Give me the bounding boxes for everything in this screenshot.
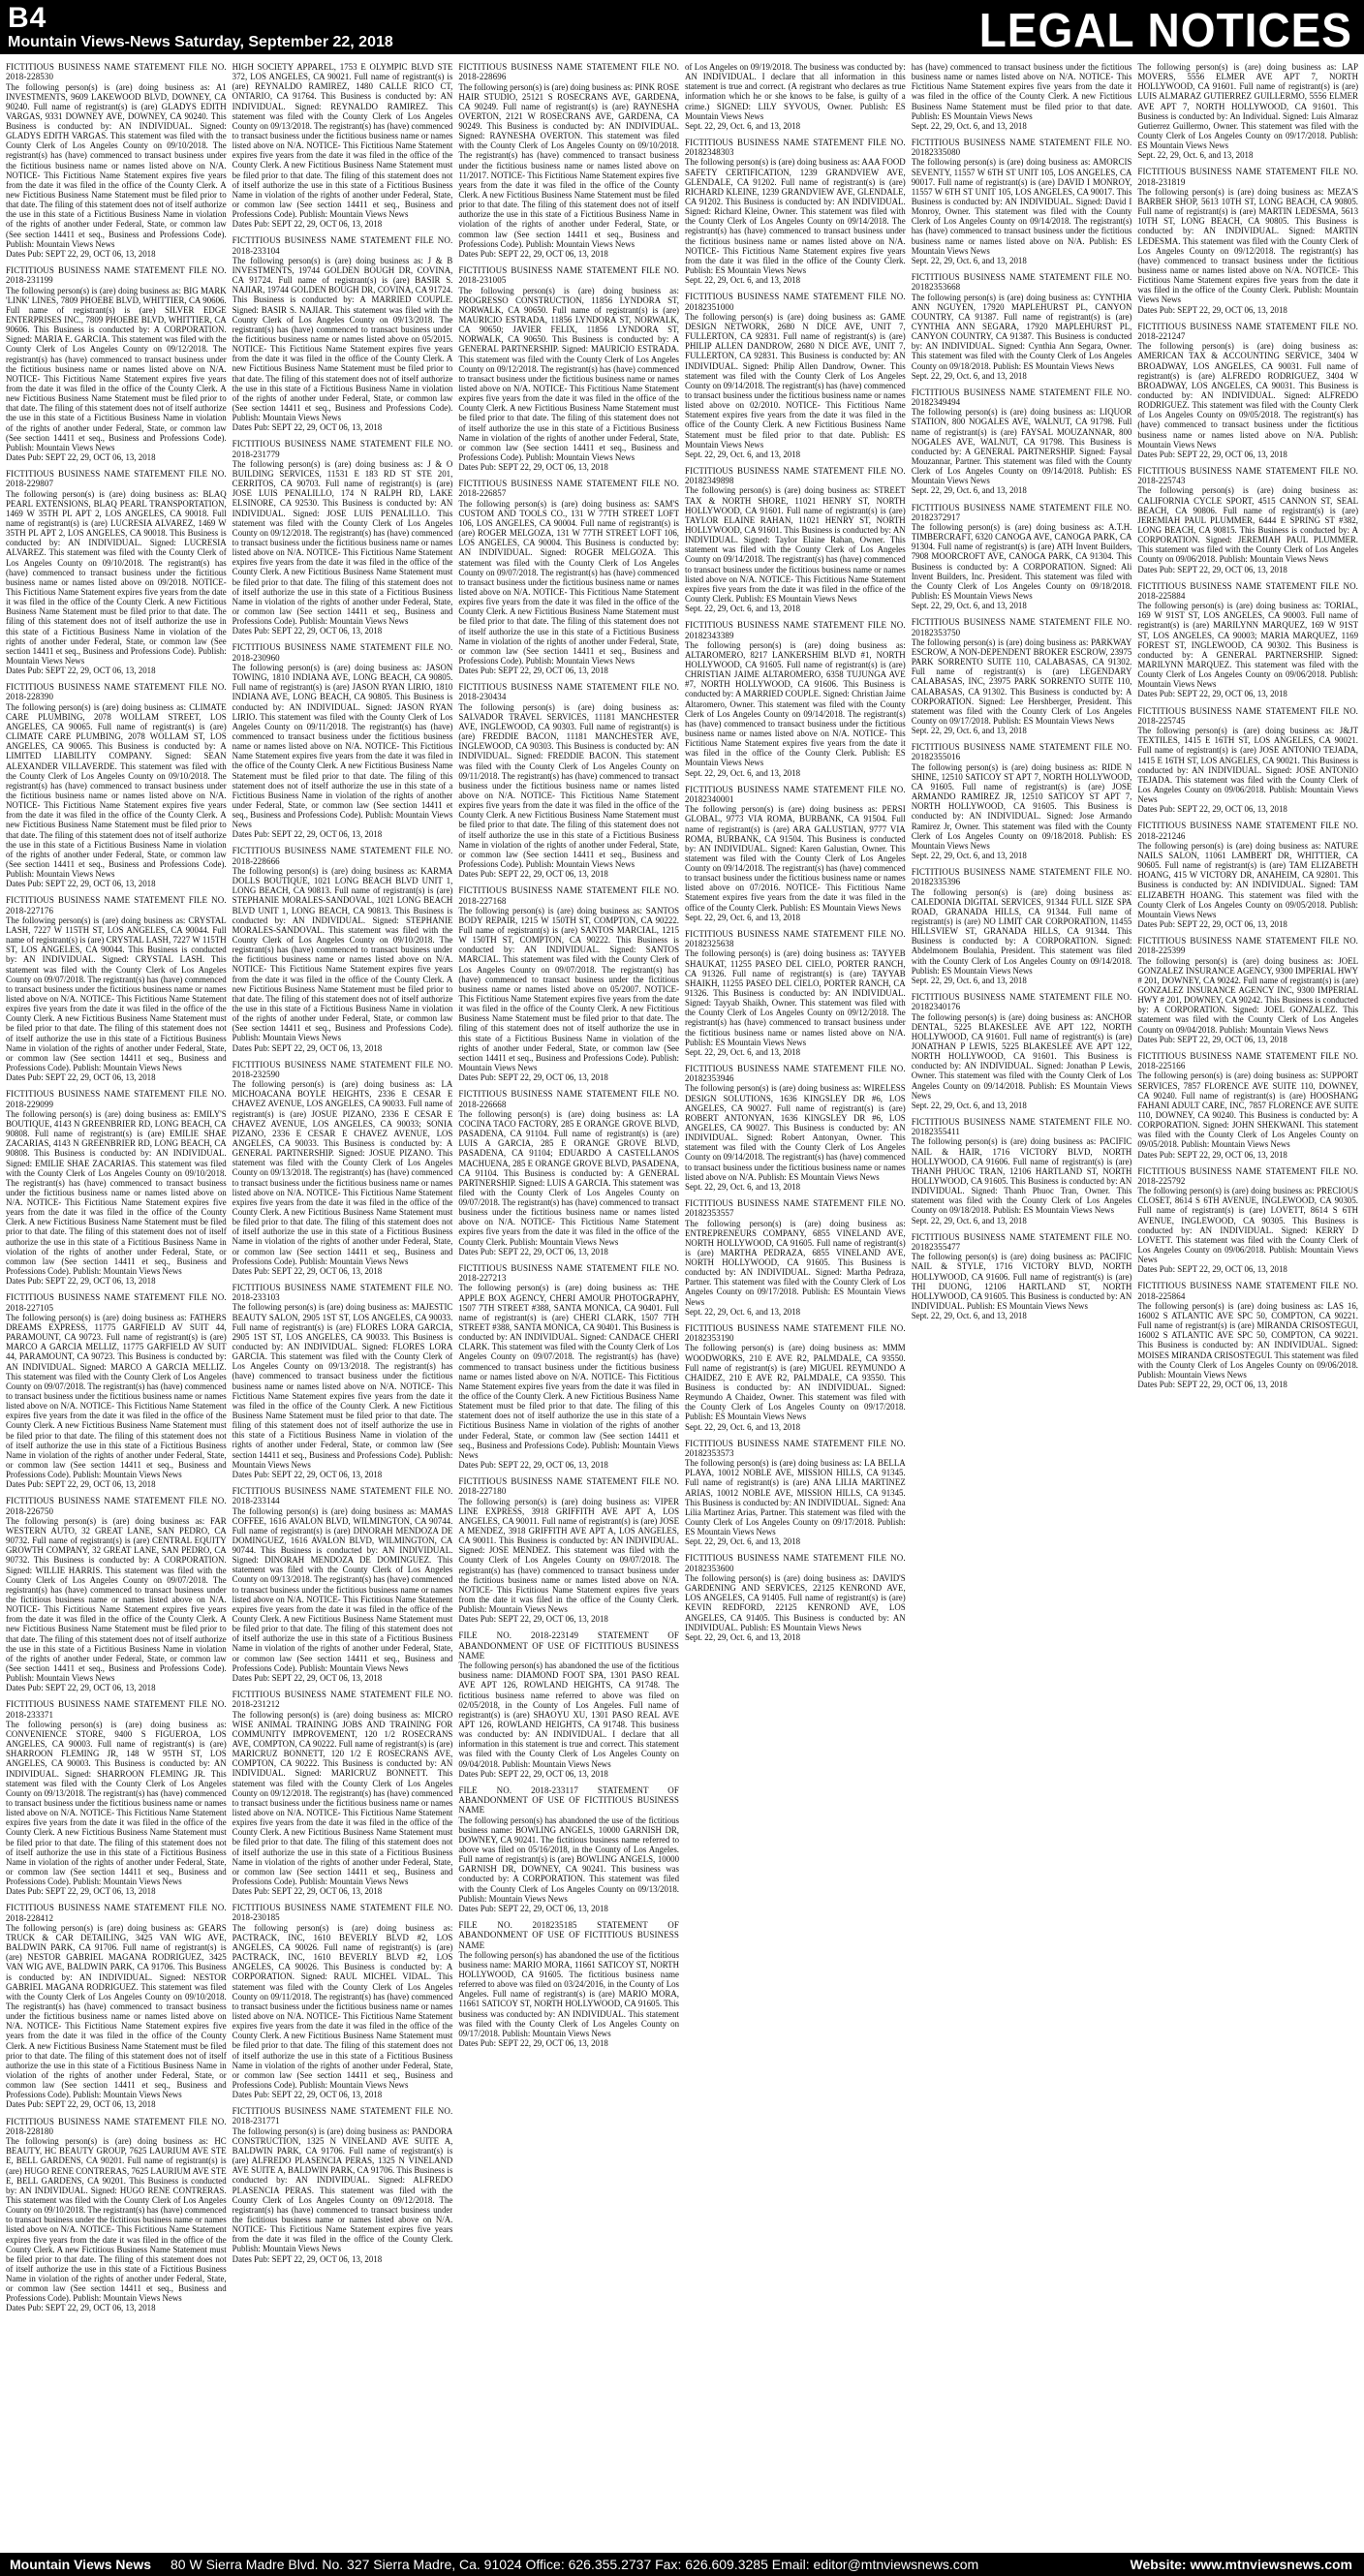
notice-body: The following person(s) has abandoned the use of the fictitious business name: DIAMOND FOOT SPA, 1301 PASO REAL AVE APT 126, ROWLAND HEIGHTS, CA 91748. The fictitious business name referred to above was filed on 02/05/2018, in the County of Los Angeles. Full name of registrant(s) is (are) SHAOYU XU, 1301 PASO REAL AVE APT 126, ROWLAND HEIGHTS, CA 91748. This business was conducted by: AN INDIVIDUAL. I declare that all information in this statement is true and correct. This statement was filed with the County Clerk of Los Angeles County on 09/04/2018. Publish: Mountain Views News	[458, 1660, 680, 1769]
notice-publication-dates: Dates Pub: SEPT 22, 29, OCT 06, 13, 2018	[458, 462, 608, 473]
notice-body: The following person(s) is (are) doing business as: PANDORA CONSTRUCTION, 1325 N VINELAND AVE SUITE A, BALDWIN PARK, CA 91706. Full name of registrant(s) is (are) ALFREDO PLASENCIA PERAS, 1325 N VINELAND AVE SUITE A, BALDWIN PARK, CA 91706. This Business is conducted by: AN INDIVIDUAL. Signed: ALFREDO PLASENCIA PERAS. This statement was filed with the County Clerk of Los Angeles County on 09/12/2018. The registrant(s) has (have) commenced to transact business under the fictitious business name or names listed above on N/A. NOTICE- This Fictitious Name Statement expires five years from the date it was filed in the office of the County Clerk. Publish: Mountain Views News	[232, 2126, 453, 2254]
notice-body: The following person(s) is (are) doing business as: PROGRESSO CONSTRUCTION, 11856 LYNDORA ST, NORWALK, CA 90650. Full name of registrant(s) is (are) MAURICIO ESTRADA, 11856 LYNDORA ST, NORWALK, CA 90650; JAVIER FELIX, 11856 LYNDORA ST, NORWALK, CA 90650. This Business is conducted by: A GENERAL PARTNERSHIP. Signed: MAURICIO ESTRADA. This statement was filed with the County Clerk of Los Angeles County on 09/12/2018. The registrant(s) has (have) commenced to transact business under the fictitious business name or names listed above on N/A. NOTICE- This Fictitious Name Statement expires five years from the date it was filed in the office of the County Clerk. A new Fictitious Business Name Statement must be filed prior to that date. The filing of this statement does not of itself authorize the use in this state of a Fictitious Business Name in violation of the rights of another under Federal, State, or common law (See section 14411 et seq., Business and Professions Code). Publish: Mountain Views News	[458, 285, 680, 462]
legal-notice	[458, 479, 679, 675]
notice-publication-dates: Dates Pub: SEPT 22, 29, OCT 06, 13, 2018	[6, 1683, 156, 1693]
notice-heading: FICTITIOUS BUSINESS NAME STATEMENT FILE NO. 2018-231779	[232, 439, 453, 459]
notice-heading: FICTITIOUS BUSINESS NAME STATEMENT FILE NO. 2018-227168	[458, 885, 680, 906]
notice-body: The following person(s) is (are) doing business as: LA BELLA PLAYA, 10012 NOBLE AVE, MISSION HILLS, CA 91345. Full name of registrant(s) is (are) ANA LILIA MARTINEZ ARIAS, 10012 NOBLE AVE, MISSION HILLS, CA 91345. This Business is conducted by: AN INDIVIDUAL. Signed: Ana Lilia Martinez Arias, Partner. This statement was filed with the County Clerk of Los Angeles County on 09/17/2018. Publish: ES Mountain Views News	[685, 1458, 906, 1537]
notice-heading: FICTITIOUS BUSINESS NAME STATEMENT FILE NO. 20182349494	[911, 387, 1132, 408]
notice-publication-dates: Sept. 22, 29, Oct. 6, and 13, 2018	[685, 1181, 801, 1192]
notice-body: The following person(s) is (are) doing business as: AMERICAN TAX & ACCOUNTING SERVICE, 3404 W BROADWAY, LOS ANGELES, CA 90031. Full name of registrant(s) is (are) ALFREDO RODRIGUEZ, 3404 W BROADWAY, LOS ANGELES, CA 90031. This Business is conducted by: AN INDIVIDUAL. Signed: ALFREDO RODRIGUEZ. This statement was filed with the County Clerk of Los Angeles County on 09/05/2018. The registrant(s) has (have) commenced to transact business under the fictitious business name or names listed above on N/A. Publish: Mountain Views News	[1137, 341, 1358, 450]
notice-heading: FICTITIOUS BUSINESS NAME STATEMENT FILE NO. 2018-230960	[232, 642, 453, 663]
legal-notice	[6, 1496, 227, 1692]
legal-notice	[6, 895, 227, 1082]
notice-body: The following person(s) is (are) doing business as: WIRELESS DESIGN SOLUTIONS, 1636 KINGSLEY DR #6, LOS ANGELES, CA 90027. Full name of registrant(s) is (are) ROBERT ANTONYAN, 1636 KINGSLEY DR #6, LOS ANGELES, CA 90027. This Business is conducted by: AN INDIVIDUAL. Signed: Robert Antonyan, Owner. This statement was filed with the County Clerk of Los Angeles County on 09/14/2018. The registrant(s) has (have) commenced to transact business under the fictitious business name or names listed above on N/A. Publish: ES Mountain Views News	[685, 1083, 906, 1182]
legal-notice	[1137, 936, 1358, 1044]
notice-publication-dates: Dates Pub: SEPT 22, 29, OCT 06, 13, 2018	[458, 2038, 608, 2049]
notice-publication-dates: Dates Pub: SEPT 22, 29, OCT 06, 13, 2018	[458, 1072, 608, 1083]
notice-heading: FILE NO. 2018-223149 STATEMENT OF ABANDONMENT OF USE OF FICTITIOUS BUSINESS NAME	[458, 1630, 680, 1660]
notice-heading: FICTITIOUS BUSINESS NAME STATEMENT FILE NO. 2018-229099	[6, 1089, 227, 1109]
notice-body: The following person(s) is (are) doing business as: PACIFIC NAIL & STYLE, 1716 VICTORY BLVD, NORTH HOLLYWOOD, CA 91606. Full name of registrant(s) is (are) THI DUONG, 12106 HARTLAND ST, NORTH HOLLYWOOD, CA 91605. This Business is conducted by: AN INDIVIDUAL. Publish: ES Mountain Views News	[911, 1252, 1132, 1311]
notice-publication-dates: Sept. 22, 29, Oct. 6, and 13, 2018	[685, 1536, 801, 1547]
notice-publication-dates: Sept. 22, 29, Oct. 6, and 13, 2018	[685, 767, 801, 778]
notice-column	[6, 62, 227, 2547]
legal-notice	[458, 1089, 679, 1257]
notice-heading: FICTITIOUS BUSINESS NAME STATEMENT FILE NO. 2018-221247	[1137, 321, 1358, 341]
notice-body: The following person(s) is (are) doing business as: MICRO WISE ANIMAL TRAINING JOBS AND TRAINING FOR COMMUNITY IMPROVEMENT, 120 1/2 ROSECRANS AVE, COMPTON, CA 90222. Full name of registrant(s) is (are) MARICRUZ BONNETT, 120 1/2 E ROSECRANS AVE, COMPTON, CA 90222. This Business is conducted by: AN INDIVIDUAL. Signed: MARICRUZ BONNETT. This statement was filed with the County Clerk of Los Angeles County on 09/12/2018. The registrant(s) has (have) commenced to transact business under the fictitious business name or names listed above on N/A. NOTICE- This Fictitious Name Statement expires five years from the date it was filed in the office of the County Clerk. A new Fictitious Business Name Statement must be filed prior to that date. The filing of this statement does not of itself authorize the use in this state of a Fictitious Business Name in violation of the rights of another under Federal, State, or common law (See section 14411 et seq., Business and Professions Code). Publish: Mountain Views News	[232, 1709, 453, 1886]
notice-publication-dates: Dates Pub: SEPT 22, 29, OCT 06, 13, 2018	[232, 219, 383, 230]
notice-body: The following person(s) is (are) doing business as: LA COCINA TACO FACTORY, 285 E ORANGE GROVE BLVD, PASADENA, CA 91104. Full name of registrant(s) is (are) LUIS A GARCIA, 285 E ORANGE GROVE BLVD, PASADENA, CA 91104; EDUARDO A CASTELLANOS MACHUENA, 285 E ORANGE GROVE BLVD, PASADENA, CA 91104. This Business is conducted by: A GENERAL PARTNERSHIP. Signed: LUIS A GARCIA. This statement was filed with the County Clerk of Los Angeles County on 09/07/2018. The registrant(s) has (have) commenced to transact business under the fictitious business name or names listed above on N/A. NOTICE- This Fictitious Name Statement expires five years from the date it was filed in the office of the County Clerk. Publish: Mountain Views News	[458, 1108, 680, 1247]
notice-publication-dates: Dates Pub: SEPT 22, 29, OCT 06, 13, 2018	[1137, 1380, 1287, 1390]
notice-heading: FICTITIOUS BUSINESS NAME STATEMENT FILE NO. 20182335080	[911, 137, 1132, 158]
notice-body: The following person(s) is (are) doing business as: PINK ROSE HAIR STUDIO, 25121 S ROSECRANS AVE, GARDENA, CA 90249. Full name of registrant(s) is (are) RAYNESHA OVERTON, 2121 W ROSECRANS AVE, GARDENA, CA 90249. This Business is conducted by: AN INDIVIDUAL. Signed: RAYNESHA OVERTON. This statement was filed with the County Clerk of Los Angeles County on 09/10/2018. The registrant(s) has (have) commenced to transact business under the fictitious business name or names listed above on 11/2017. NOTICE- This Fictitious Name Statement expires five years from the date it was filed in the office of the County Clerk. A new Fictitious Business Name Statement must be filed prior to that date. The filing of this statement does not of itself authorize the use in this state of a Fictitious Business Name in violation of the rights of another under Federal, State, or common law (See section 14411 et seq., Business and Professions Code). Publish: Mountain Views News	[458, 81, 680, 249]
notice-body: The following person(s) is (are) doing business as: LIQUOR STATION, 800 NOGALES AVE, WALNUT, CA 91798. Full name of registrant(s) is (are) FAYSAL MOUZANNAR, 800 NOGALES AVE, WALNUT, CA 91798. This Business is conducted by: A GENERAL PARTNERSHIP. Signed: Faysal Mouzannar, Partner. This statement was filed with the County Clerk of Los Angeles County on 09/14/2018. Publish: ES Mountain Views News	[911, 407, 1132, 486]
notice-publication-dates: Sept. 22, 29, Oct. 6, and 13, 2018	[685, 912, 801, 922]
notice-body: The following person(s) has abandoned the use of the fictitious business name: MARIO MORA, 11661 SATICOY ST, NORTH HOLLYWOOD, CA 91605. The fictitious business name referred to above was filed on 03/24/2016, in the County of Los Angeles. Full name of registrant(s) is (are) MARIO MORA, 11661 SATICOY ST, NORTH HOLLYWOOD, CA 91605. This business was conducted by: AN INDIVIDUAL. This statement was filed with the County Clerk of Los Angeles County on 09/17/2018. Publish: Mountain Views News	[458, 1949, 680, 2038]
legal-notice	[6, 265, 227, 462]
notice-body: The following person(s) is (are) doing business as: KARMA DOLLS BOUTIQUE, 1021 LONG BEACH BLVD UNIT 1, LONG BEACH, CA 90813. Full name of registrant(s) is (are) STEPHANIE MORALES-SANDOVAL, 1021 LONG BEACH BLVD UNIT 1, LONG BEACH, CA 90813. This Business is conducted by: AN INDIVIDUAL. Signed: STEPHANIE MORALES-SANDOVAL. This statement was filed with the County Clerk of Los Angeles County on 09/10/2018. The registrant(s) has (have) commenced to transact business under the fictitious business name or names listed above on N/A. NOTICE- This Fictitious Name Statement expires five years from the date it was filed in the office of the County Clerk. A new Fictitious Business Name Statement must be filed prior to that date. The filing of this statement does not of itself authorize the use in this state of a Fictitious Business Name in violation of the rights of another under Federal, State, or common law (See section 14411 et seq., Business and Professions Code). Publish: Mountain Views News	[232, 865, 453, 1043]
notice-heading: FICTITIOUS BUSINESS NAME STATEMENT FILE NO. 2018-233144	[232, 1486, 453, 1506]
notice-publication-dates: Dates Pub: SEPT 22, 29, OCT 06, 13, 2018	[232, 1469, 383, 1479]
notice-publication-dates: Dates Pub: SEPT 22, 29, OCT 06, 13, 2018	[1137, 449, 1287, 459]
notice-heading: FICTITIOUS BUSINESS NAME STATEMENT FILE NO. 2018-228666	[232, 846, 453, 866]
notice-publication-dates: Sept. 22, 29, Oct. 6, and 13, 2018	[911, 1215, 1027, 1226]
page-footer	[0, 2553, 1364, 2576]
legal-notice	[685, 292, 906, 459]
page-number: B4	[8, 2, 47, 34]
notice-body: The following person(s) is (are) doing business as: PACIFIC NAIL & HAIR, 1716 VICTORY BLVD, NORTH HOLLYWOOD, CA 91606. Full name of registrant(s) is (are) THANH PHUOC TRAN, 12106 HARTLAND ST, NORTH HOLLYWOOD, CA 91605. This Business is conducted by: AN INDIVIDUAL. Signed: Thanh Phuoc Tran, Owner. This statement was filed with the County Clerk of Los Angeles County on 09/18/2018. Publish: ES Mountain Views News	[911, 1136, 1132, 1216]
legal-notice	[232, 1060, 453, 1276]
notice-publication-dates: Dates Pub: SEPT 22, 29, OCT 06, 13, 2018	[1137, 1034, 1287, 1044]
notice-heading: FICTITIOUS BUSINESS NAME STATEMENT FILE NO. 2018-228412	[6, 1903, 227, 1923]
legal-notice	[685, 929, 906, 1057]
legal-notice	[1137, 821, 1358, 929]
legal-notice	[912, 617, 1132, 735]
notice-heading: FICTITIOUS BUSINESS NAME STATEMENT FILE NO. 20182343389	[685, 620, 906, 640]
notice-publication-dates: Dates Pub: SEPT 22, 29, OCT 06, 13, 2018	[1137, 1264, 1287, 1275]
legal-notice	[685, 1064, 906, 1192]
notice-heading: FICTITIOUS BUSINESS NAME STATEMENT FILE NO. 20182372917	[911, 502, 1132, 522]
notice-heading: FICTITIOUS BUSINESS NAME STATEMENT FILE NO. 20182355411	[911, 1116, 1132, 1137]
footer-website: Website: www.mtnviewsnews.com	[1130, 2557, 1352, 2572]
notice-body: The following person(s) is (are) doing business as: HC BEAUTY, HC BEAUTY GROUP, 7625 LAURIUM AVE STE E, BELL GARDENS, CA 90201. Full name of registrant(s) is (are) HUGO RENE CONTRERAS, 7625 LAURIUM AVE STE E, BELL GARDENS, CA 90201. This Business is conducted by: AN INDIVIDUAL. Signed: HUGO RENE CONTRERAS. This statement was filed with the County Clerk of Los Angeles County on 09/10/2018. The registrant(s) has (have) commenced to transact business under the fictitious business name or names listed above on N/A. NOTICE- This Fictitious Name Statement expires five years from the date it was filed in the office of the County Clerk. A new Fictitious Business Name Statement must be filed prior to that date. The filing of this statement does not of itself authorize the use in this state of a Fictitious Business Name in violation of the rights of another under Federal, State, or common law (See section 14411 et seq., Business and Professions Code). Publish: Mountain Views News	[6, 2136, 227, 2304]
notice-body: The following person(s) is (are) doing business as: LAS 16, 16002 S ATLANTIC AVE SPC 50, COMPTON, CA 90221. Full name of registrant(s) is (are) MIRANDA CRISOSTEGUI, 16002 S ATLANTIC AVE SPC 50, COMPTON, CA 90221. This Business is conducted by: AN INDIVIDUAL. Signed: MOISES MIRANDA CRISOSTEGUI. This statement was filed with the County Clerk of Los Angeles County on 09/06/2018. Publish: Mountain Views News	[1137, 1300, 1358, 1380]
notice-body: The following person(s) is (are) doing business as: MMM WOODWORKS, 210 E AVE R2, PALMDALE, CA 93550. Full name of registrant(s) is (are) MIGUEL REYMUNDO A CHAIDEZ, 210 E AVE R2, PALMDALE, CA 93550. This Business is conducted by: AN INDIVIDUAL. Signed: Reymundo A Chaidez, Owner. This statement was filed with the County Clerk of Los Angeles County on 09/17/2018. Publish: ES Mountain Views News	[685, 1343, 906, 1422]
notice-heading: FICTITIOUS BUSINESS NAME STATEMENT FILE NO. 2018-226857	[458, 479, 680, 499]
notice-body: The following person(s) is (are) doing business as: FATHERS DREAMS EXPRESS, 11775 GARFIELD AV SUIT 44, PARAMOUNT, CA 90723. Full name of registrant(s) is (are) MARCO A GARCIA MELLIZ, 11775 GARFIELD AV SUIT 44, PARAMOUNT, CA 90723. This Business is conducted by: AN INDIVIDUAL. Signed: MARCO A GARCIA MELLIZ. This statement was filed with the County Clerk of Los Angeles County on 09/07/2018. The registrant(s) has (have) commenced to transact business under the fictitious business name or names listed above on N/A. NOTICE- This Fictitious Name Statement expires five years from the date it was filed in the office of the County Clerk. A new Fictitious Business Name Statement must be filed prior to that date. The filing of this statement does not of itself authorize the use in this state of a Fictitious Business Name in violation of the rights of another under Federal, State, or common law (See section 14411 et seq., Business and Professions Code). Publish: Mountain Views News	[6, 1312, 227, 1480]
notice-heading: FICTITIOUS BUSINESS NAME STATEMENT FILE NO. 2018-225745	[1137, 705, 1358, 726]
notice-body: The following person(s) is (are) doing business as: EMILY'S BOUTIQUE, 4143 N GREENBRIER RD, LONG BEACH, CA 90808. Full name of registrant(s) is (are) EMILIE SHAE ZACARIAS, 4143 N GREENBRIER RD, LONG BEACH, CA 90808. This Business is conducted by: AN INDIVIDUAL. Signed: EMILIE SHAE ZACARIAS. This statement was filed with the County Clerk of Los Angeles County on 09/10/2018. The registrant(s) has (have) commenced to transact business under the fictitious business name or names listed above on N/A. NOTICE- This Fictitious Name Statement expires five years from the date it was filed in the office of the County Clerk. A new Fictitious Business Name Statement must be filed prior to that date. The filing of this statement does not of itself authorize the use in this state of a Fictitious Business Name in violation of the rights of another under Federal, State, or common law (See section 14411 et seq., Business and Professions Code). Publish: Mountain Views News	[6, 1108, 227, 1277]
notice-publication-dates: Dates Pub: SEPT 22, 29, OCT 06, 13, 2018	[232, 1886, 383, 1897]
legal-notice	[232, 439, 453, 636]
legal-notice	[458, 62, 679, 259]
notice-body: The following person(s) is (are) doing business as: JASON TOWING, 1810 INDIANA AVE, LONG BEACH, CA 90805. Full name of registrant(s) is (are) JASON RYAN LIRIO, 1810 INDIANA AVE, LONG BEACH, CA 90805. This Business is conducted by: AN INDIVIDUAL. Signed: JASON RYAN LIRIO. This statement was filed with the County Clerk of Los Angeles County on 09/11/2018. The registrant(s) has (have) commenced to transact business under the fictitious business name or names listed above on N/A. NOTICE- This Fictitious Name Statement expires five years from the date it was filed in the office of the County Clerk. A new Fictitious Business Name Statement must be filed prior to that date. The filing of this statement does not of itself authorize the use in this state of a Fictitious Business Name in violation of the rights of another under Federal, State, or common law (See section 14411 et seq., Business and Professions Code). Publish: Mountain Views News	[232, 662, 453, 830]
notice-publication-dates: Sept. 22, 29, Oct. 6, and 13, 2018	[911, 1311, 1027, 1321]
notice-body: The following person(s) is (are) doing business as: LAP MOVERS, 5556 ELMER AVE APT 7, NORTH HOLLYWOOD, CA 91601. Full name of registrant(s) is (are) LUIS ALMARAZ GUTIERREZ GUILLERMO, 5556 ELMER AVE APT 7, NORTH HOLLYWOOD, CA 91601. This Business is conducted by: An Individual. Signed: Luis Almaraz Gutierrez Guillermo, Owner. This statement was filed with the County Clerk of Los Angeles County on 09/17/2018. Publish: ES Mountain Views News	[1137, 62, 1358, 151]
notice-body: The following person(s) is (are) doing business as: DAVID'S GARDENING AND SERVICES, 22125 KENROND AVE, LOS ANGELES, CA 91405. Full name of registrant(s) is (are) KEVIN REDFORD, 22125 KENROND AVE, LOS ANGELES, CA 91405. This Business is conducted by: AN INDIVIDUAL. Publish: ES Mountain Views News	[685, 1572, 906, 1632]
legal-notice	[912, 272, 1132, 381]
notice-publication-dates: Dates Pub: SEPT 22, 29, OCT 06, 13, 2018	[6, 1479, 156, 1490]
legal-notice	[1137, 581, 1358, 699]
legal-notice	[685, 1439, 906, 1547]
legal-notice	[1137, 62, 1358, 160]
notice-publication-dates: Sept. 22, 29, Oct. 6, and 13, 2018	[685, 120, 801, 131]
notice-publication-dates: Dates Pub: SEPT 22, 29, OCT 06, 13, 2018	[6, 2099, 156, 2110]
notice-heading: FICTITIOUS BUSINESS NAME STATEMENT FILE NO. 2018-228180	[6, 2116, 227, 2136]
notice-body: The following person(s) is (are) doing business as: J & B INVESTMENTS, 19744 GOLDEN BOUGH DR, COVINA, CA 91724. Full name of registrant(s) is (are) BASIR S. NAJIAR, 19744 GOLDEN BOUGH DR, COVINA, CA 91724. This Business is conducted by: A MARRIED COUPLE. Signed: BASIR S. NAJIAR. This statement was filed with the County Clerk of Los Angeles County on 09/13/2018. The registrant(s) has (have) commenced to transact business under the fictitious business name or names listed above on 05/2015. NOTICE- This Fictitious Name Statement expires five years from the date it was filed in the office of the County Clerk. A new Fictitious Business Name Statement must be filed prior to that date. The filing of this statement does not of itself authorize the use in this state of a Fictitious Business Name in violation of the rights of another under Federal, State, or common law (See section 14411 et seq., Business and Professions Code). Publish: Mountain Views News	[232, 255, 453, 423]
notice-columns	[6, 62, 1358, 2547]
notice-publication-dates: Dates Pub: SEPT 22, 29, OCT 06, 13, 2018	[6, 451, 156, 462]
notice-publication-dates: Sept. 22, 29, Oct. 6, and 13, 2018	[911, 601, 1027, 611]
legal-notice	[458, 1785, 679, 1913]
legal-notice	[6, 1089, 227, 1286]
notice-publication-dates: Sept. 22, 29, Oct. 6, and 13, 2018	[1137, 150, 1254, 161]
notice-body: The following person(s) is (are) doing business as: JOEL GONZALEZ INSURANCE AGENCY, 9300 IMPERIAL HWY # 201, DOWNEY, CA 90242. Full name of registrant(s) is (are) GONZALEZ INSURANCE AGENCY INC, 9300 IMPERIAL HWY # 201, DOWNEY, CA 90242. This Business is conducted by: A CORPORATION. Signed: JOEL GONZALEZ. This statement was filed with the County Clerk of Los Angeles County on 09/04/2018. Publish: Mountain Views News	[1137, 955, 1358, 1035]
notice-body: The following person(s) is (are) doing business as: PERSI GLOBAL, 9773 VIA ROMA, BURBANK, CA 91504. Full name of registrant(s) is (are) ARA GALUSTIAN, 9777 VIA ROMA, BURBANK, CA 91504. This Business is conducted by: AN INDIVIDUAL. Signed: Karen Galustian, Owner. This statement was filed with the County Clerk of Los Angeles County on 09/14/2018. The registrant(s) has (have) commenced to transact business under the fictitious business name or names listed above on 07/2016. NOTICE- This Fictitious Name Statement expires five years from the date it was filed in the office of the County Clerk. Publish: ES Mountain Views News	[685, 804, 906, 913]
notice-heading: FICTITIOUS BUSINESS NAME STATEMENT FILE NO. 2018-231005	[458, 265, 680, 286]
notice-heading: FICTITIOUS BUSINESS NAME STATEMENT FILE NO. 20182355016	[911, 742, 1132, 762]
legal-notice	[685, 62, 906, 131]
legal-notice	[232, 1903, 453, 2099]
notice-body: The following person(s) is (are) doing business as: STREET TAX & NORTH SHORE, 11021 HENRY ST, NORTH HOLLYWOOD, CA 91601. Full name of registrant(s) is (are) TAYLOR ELAINE RAHAN, 11021 HENRY ST, NORTH HOLLYWOOD, CA 91601. This Business is conducted by: AN INDIVIDUAL. Signed: Taylor Elaine Rahan, Owner. This statement was filed with the County Clerk of Los Angeles County on 09/14/2018. The registrant(s) has (have) commenced to transact business under the fictitious business name or names listed above on N/A. NOTICE- This Fictitious Name Statement expires five years from the date it was filed in the office of the County Clerk. Publish: ES Mountain Views News	[685, 485, 906, 604]
notice-body: The following person(s) is (are) doing business as: CYNTHIA ANN NGUYEN, 17920 MAPLEHURST PL, CANYON COUNTRY, CA 91387. Full name of registrant(s) is (are) CYNTHIA ANN SEGARA, 17920 MAPLEHURST PL, CANYON COUNTRY, CA 91387. This Business is conducted by: AN INDIVIDUAL. Signed: Cynthia Ann Segara, Owner. This statement was filed with the County Clerk of Los Angeles County on 09/18/2018. Publish: ES Mountain Views News	[911, 292, 1132, 371]
notice-heading: FICTITIOUS BUSINESS NAME STATEMENT FILE NO. 2018-225884	[1137, 580, 1358, 601]
notice-publication-dates: Sept. 22, 29, Oct. 6, and 13, 2018	[911, 975, 1027, 985]
notice-publication-dates: Sept. 22, 29, Oct. 6, and 13, 2018	[685, 449, 801, 459]
legal-notice	[458, 1920, 679, 2048]
legal-notice	[6, 62, 227, 259]
notice-publication-dates: Dates Pub: SEPT 22, 29, OCT 06, 13, 2018	[458, 869, 608, 880]
notice-body: The following person(s) is (are) doing business as: SUPPORT SERVICES, 7857 FLORENCE AVE SUITE 110, DOWNEY, CA 90240. Full name of registrant(s) is (are) HOOSHANG FAHANI ADULT CARE, INC, 7857 FLORENCE AVE SUITE 110, DOWNEY, CA 90240. This Business is conducted by: A CORPORATION. Signed: JOHN SHEKWANI. This statement was filed with the County Clerk of Los Angeles County on 09/05/2018. Publish: Mountain Views News	[1137, 1071, 1358, 1150]
notice-body: The following person(s) is (are) doing business as: ENTREPRENEURS COMPANY, 6855 VINELAND AVE, NORTH HOLLYWOOD, CA 91605. Full name of registrant(s) is (are) MARTHA PEDRAZA, 6855 VINELAND AVE, NORTH HOLLYWOOD, CA 91605. This Business is conducted by: AN INDIVIDUAL. Signed: Martha Pedraza, Partner. This statement was filed with the County Clerk of Los Angeles County on 09/17/2018. Publish: ES Mountain Views News	[685, 1218, 906, 1307]
legal-notice	[6, 1699, 227, 1896]
masthead	[0, 0, 1364, 57]
legal-notice	[912, 62, 1132, 131]
legal-notice	[458, 1630, 679, 1778]
notice-publication-dates: Sept. 22, 29, Oct. 6, and 13, 2018	[685, 1306, 801, 1317]
notice-body: The following person(s) is (are) doing business as: PRECIOUS CLOSET, 8614 S 6TH AVENUE, INGLEWOOD, CA 90305. Full name of registrant(s) is (are) LOVETT, 8614 S 6TH AVENUE, INGLEWOOD, CA 90305. This Business is conducted by: AN INDIVIDUAL. Signed: KERRY D LOVETT. This statement was filed with the County Clerk of Los Angeles County on 09/06/2018. Publish: Mountain Views News	[1137, 1186, 1358, 1265]
notice-body: The following person(s) is (are) doing business as: CONVENIENCE STORE, 9400 S FIGUEROA, LOS ANGELES, CA 90003. Full name of registrant(s) is (are) SHARROON FLEMING JR, 148 W 95TH ST, LOS ANGELES, CA 90003. This Business is conducted by: AN INDIVIDUAL. Signed: SHARROON FLEMING JR. This statement was filed with the County Clerk of Los Angeles County on 09/13/2018. The registrant(s) has (have) commenced to transact business under the fictitious business name or names listed above on N/A. NOTICE- This Fictitious Name Statement expires five years from the date it was filed in the office of the County Clerk. A new Fictitious Business Name Statement must be filed prior to that date. The filing of this statement does not of itself authorize the use in this state of a Fictitious Business Name in violation of the rights of another under Federal, State, or common law (See section 14411 et seq., Business and Professions Code). Publish: Mountain Views News	[6, 1719, 227, 1887]
notice-heading: FICTITIOUS BUSINESS NAME STATEMENT FILE NO. 2018-225399	[1137, 936, 1358, 956]
notice-publication-dates: Dates Pub: SEPT 22, 29, OCT 06, 13, 2018	[6, 666, 156, 676]
legal-notice	[6, 2117, 227, 2313]
legal-notice	[912, 1117, 1132, 1226]
notice-publication-dates: Dates Pub: SEPT 22, 29, OCT 06, 13, 2018	[6, 1276, 156, 1287]
notice-publication-dates: Dates Pub: SEPT 22, 29, OCT 06, 13, 2018	[6, 2303, 156, 2313]
legal-notice	[458, 265, 679, 472]
notice-publication-dates: Sept. 22, 29, Oct. 6, and 13, 2018	[911, 255, 1027, 265]
notice-body: The following person(s) is (are) doing business as: ALTAROMERO, 8217 LANKERSHIM BLVD #1, NORTH HOLLYWOOD, CA 91605. Full name of registrant(s) is (are) CHRISTIAN JAIME ALTAROMERO, 6358 TUJUNGA AVE #7, NORTH HOLLYWOOD, CA 91606. This Business is conducted by: A MARRIED COUPLE. Signed: Christian Jaime Altaromero, Owner. This statement was filed with the County Clerk of Los Angeles County on 09/14/2018. The registrant(s) has (have) commenced to transact business under the fictitious business name or names listed above on N/A. NOTICE- This Fictitious Name Statement expires five years from the date it was filed in the office of the County Clerk. Publish: ES Mountain Views News	[685, 639, 906, 768]
notice-heading: FICTITIOUS BUSINESS NAME STATEMENT FILE NO. 20182353668	[911, 272, 1132, 293]
notice-body: The following person(s) is (are) doing business as: MAJESTIC BEAUTY SALON, 2905 1ST ST, LOS ANGELES, CA 90033. Full name of registrant(s) is (are) FLORES LORA GARCIA, 2905 1ST ST, LOS ANGELES, CA 90033. This Business is conducted by: AN INDIVIDUAL. Signed: FLORES LORA GARCIA. This statement was filed with the County Clerk of Los Angeles County on 09/13/2018. The registrant(s) has (have) commenced to transact business under the fictitious business name or names listed above on N/A. NOTICE- This Fictitious Name Statement expires five years from the date it was filed in the office of the County Clerk. A new Fictitious Business Name Statement must be filed prior to that date. The filing of this statement does not of itself authorize the use in this state of a Fictitious Business Name in violation of the rights of another under Federal, State, or common law (See section 14411 et seq., Business and Professions Code). Publish: Mountain Views News	[232, 1302, 453, 1470]
notice-publication-dates: Dates Pub: SEPT 22, 29, OCT 06, 13, 2018	[1137, 689, 1287, 699]
legal-notice	[1137, 706, 1358, 815]
notice-body: The following person(s) is (are) doing business as: CRYSTAL LASH, 7227 W 115TH ST, LOS ANGELES, CA 90044. Full name of registrant(s) is (are) CRYSTAL LASH, 7227 W 115TH ST, LOS ANGELES, CA 90044. This Business is conducted by: AN INDIVIDUAL. Signed: CRYSTAL LASH. This statement was filed with the County Clerk of Los Angeles County on 09/07/2018. The registrant(s) has (have) commenced to transact business under the fictitious business name or names listed above on N/A. NOTICE- This Fictitious Name Statement expires five years from the date it was filed in the office of the County Clerk. A new Fictitious Business Name Statement must be filed prior to that date. The filing of this statement does not of itself authorize the use in this state of a Fictitious Business Name in violation of the rights of another under Federal, State, or common law (See section 14411 et seq., Business and Professions Code). Publish: Mountain Views News	[6, 915, 227, 1073]
legal-notice	[685, 138, 906, 285]
notice-heading: FICTITIOUS BUSINESS NAME STATEMENT FILE NO. 20182340001	[685, 784, 906, 804]
notice-publication-dates: Dates Pub: SEPT 22, 29, OCT 06, 13, 2018	[232, 1042, 383, 1053]
notice-heading: FICTITIOUS BUSINESS NAME STATEMENT FILE NO. 2018-225743	[1137, 465, 1358, 486]
notice-heading: FICTITIOUS BUSINESS NAME STATEMENT FILE NO. 2018-232590	[232, 1059, 453, 1079]
notice-publication-dates: Dates Pub: SEPT 22, 29, OCT 06, 13, 2018	[232, 422, 383, 433]
notice-heading: FICTITIOUS BUSINESS NAME STATEMENT FILE NO. 2018-227176	[6, 895, 227, 916]
notice-heading: FICTITIOUS BUSINESS NAME STATEMENT FILE NO. 20182353557	[685, 1198, 906, 1219]
legal-notice	[458, 682, 679, 879]
notice-publication-dates: Sept. 22, 29, Oct. 6, and 13, 2018	[685, 1631, 801, 1642]
legal-notice	[6, 682, 227, 888]
notice-heading: FICTITIOUS BUSINESS NAME STATEMENT FILE NO. 2018-231771	[232, 2106, 453, 2126]
notice-body: The following person(s) is (are) doing business as: A1 INVESTMENTS, 9609 LAKEWOOD BLVD, DOWNEY, CA 90240. Full name of registrant(s) is (are) GLADYS EDITH VARGAS, 9331 DOWNEY AVE, DOWNEY, CA 90240. This Business is conducted by: AN INDIVIDUAL. Signed: GLADYS EDITH VARGAS. This statement was filed with the County Clerk of Los Angeles County on 09/10/2018. The registrant(s) has (have) commenced to transact business under the fictitious business name or names listed above on N/A. NOTICE- This Fictitious Name Statement expires five years from the date it was filed in the office of the County Clerk. A new Fictitious Business Name Statement must be filed prior to that date. The filing of this statement does not of itself authorize the use in this state of a Fictitious Business Name in violation of the rights of another under Federal, State, or common law (See section 14411 et seq., Business and Professions Code). Publish: Mountain Views News	[6, 81, 227, 249]
notice-heading: FICTITIOUS BUSINESS NAME STATEMENT FILE NO. 2018-233104	[232, 235, 453, 256]
notice-heading: FICTITIOUS BUSINESS NAME STATEMENT FILE NO. 2018-231819	[1137, 167, 1358, 187]
notice-heading: FICTITIOUS BUSINESS NAME STATEMENT FILE NO. 2018-227180	[458, 1476, 680, 1497]
notice-body: The following person(s) is (are) doing business as: RIDE N SHINE, 12510 SATICOY ST APT 7, NORTH HOLLYWOOD, CA 91605. Full name of registrant(s) is (are) JOSE ARMANDO RAMIREZ JR, 12510 SATICOY ST APT 7, NORTH HOLLYWOOD, CA 91605. This Business is conducted by: AN INDIVIDUAL. Signed: Jose Armando Ramirez Jr, Owner. This statement was filed with the County Clerk of Los Angeles County on 09/18/2018. Publish: ES Mountain Views News	[911, 761, 1132, 851]
legal-notice	[912, 867, 1132, 985]
notice-publication-dates: Dates Pub: SEPT 22, 29, OCT 06, 13, 2018	[1137, 564, 1287, 574]
notice-body: The following person(s) is (are) doing business as: ANCHOR DENTAL, 5225 BLAKESLEE AVE APT 122, NORTH HOLLYWOOD, CA 91601. Full name of registrant(s) is (are) JONATHAN P LEWIS, 5225 BLAKESLEE AVE APT 122, NORTH HOLLYWOOD, CA 91601. This Business is conducted by: AN INDIVIDUAL. Signed: Jonathan P Lewis, Owner. This statement was filed with the County Clerk of Los Angeles County on 09/14/2018. Publish: ES Mountain Views News	[911, 1011, 1132, 1101]
legal-notice	[232, 642, 453, 839]
notice-publication-dates: Dates Pub: SEPT 22, 29, OCT 06, 13, 2018	[232, 2253, 383, 2264]
notice-heading: FICTITIOUS BUSINESS NAME STATEMENT FILE NO. 2018-233371	[6, 1699, 227, 1720]
notice-publication-dates: Sept. 22, 29, Oct. 6, and 13, 2018	[685, 1421, 801, 1432]
notice-publication-dates: Sept. 22, 29, Oct. 6, and 13, 2018	[685, 275, 801, 286]
notice-heading: FICTITIOUS BUSINESS NAME STATEMENT FILE NO. 2018-233103	[232, 1282, 453, 1303]
notice-heading: FICTITIOUS BUSINESS NAME STATEMENT FILE NO. 2018-227213	[458, 1262, 680, 1284]
notice-body: The following person(s) is (are) doing business as: BIG MARK 'LINK' LINES, 7809 PHOEBE BLVD, WHITTIER, CA 90606. Full name of registrant(s) is (are) SILVER EDGE ENTERPRISES INC., 7809 PHOEBE BLVD, WHITTIER, CA 90606. This Business is conducted by: A CORPORATION. Signed: MARIA E. GARCIA. This statement was filed with the County Clerk of Los Angeles County on 09/12/2018. The registrant(s) has (have) commenced to transact business under the fictitious business name or names listed above on N/A. NOTICE- This Fictitious Name Statement expires five years from the date it was filed in the office of the County Clerk. A new Fictitious Business Name Statement must be filed prior to that date. The filing of this statement does not of itself authorize the use in this state of a Fictitious Business Name in violation of the rights of another under Federal, State, or common law (See section 14411 et seq., Business and Professions Code). Publish: Mountain Views News	[6, 285, 227, 452]
notice-body: The following person(s) is (are) doing business as: GEARS TRUCK & CAR DETAILING, 3425 VAN WIG AVE, BALDWIN PARK, CA 91706. Full name of registrant(s) is (are) NESTOR GABRIEL MAGANA RODRIGUEZ, 3425 VAN WIG AVE, BALDWIN PARK, CA 91706. This Business is conducted by: AN INDIVIDUAL. Signed: NESTOR GABRIEL MAGANA RODRIGUEZ. This statement was filed with the County Clerk of Los Angeles County on 09/10/2018. The registrant(s) has (have) commenced to transact business under the fictitious business name or names listed above on N/A. NOTICE- This Fictitious Name Statement expires five years from the date it was filed in the office of the County Clerk. A new Fictitious Business Name Statement must be filed prior to that date. The filing of this statement does not of itself authorize the use in this state of a Fictitious Business Name in violation of the rights of another under Federal, State, or common law (See section 14411 et seq., Business and Professions Code). Publish: Mountain Views News	[6, 1922, 227, 2100]
notice-heading: FICTITIOUS BUSINESS NAME STATEMENT FILE NO. 20182325638	[685, 928, 906, 949]
notice-publication-dates: Dates Pub: SEPT 22, 29, OCT 06, 13, 2018	[458, 1614, 608, 1625]
legal-notice	[1137, 1281, 1358, 1389]
notice-heading: FICTITIOUS BUSINESS NAME STATEMENT FILE NO. 2018-226668	[458, 1089, 680, 1109]
notice-heading: FICTITIOUS BUSINESS NAME STATEMENT FILE NO. 2018-225166	[1137, 1050, 1358, 1071]
notice-publication-dates: Sept. 22, 29, Oct. 6, and 13, 2018	[911, 726, 1027, 736]
section-title: LEGAL NOTICES	[978, 3, 1352, 57]
notice-body: The following person(s) is (are) doing business as: VIPER LINE EXPRESS, 3918 GRIFFITH AVE APT A, LOS ANGELES, CA 90011. Full name of registrant(s) is (are) JOSE A MENDEZ, 3918 GRIFFITH AVE APT A, LOS ANGELES, CA 90011. This Business is conducted by: AN INDIVIDUAL. Signed: JOSE MENDEZ. This statement was filed with the County Clerk of Los Angeles County on 09/07/2018. The registrant(s) has (have) commenced to transact business under the fictitious business name or names listed above on N/A. NOTICE- This Fictitious Name Statement expires five years from the date it was filed in the office of the County Clerk. Publish: Mountain Views News	[458, 1496, 680, 1615]
legal-notice	[232, 846, 453, 1052]
legal-notice	[685, 466, 906, 613]
legal-notice	[912, 1232, 1132, 1320]
notice-publication-dates: Dates Pub: SEPT 22, 29, OCT 06, 13, 2018	[6, 879, 156, 889]
notice-body: The following person(s) is (are) doing business as: A.T.H. TIMBERCRAFT, 6320 CANOGA AVE, CANOGA PARK, CA 91304. Full name of registrant(s) is (are) ATH Invent Builders, 7908 MOORCROFT AVE, CANOGA PARK, CA 91304. This Business is conducted by: A CORPORATION. Signed: Ali Invent Builders, Inc. President. This statement was filed with the County Clerk of Los Angeles County on 09/18/2018. Publish: ES Mountain Views News	[911, 522, 1132, 602]
notice-publication-dates: Dates Pub: SEPT 22, 29, OCT 06, 13, 2018	[458, 1246, 608, 1257]
legal-notice	[912, 992, 1132, 1110]
notice-body: The following person(s) is (are) doing business as: THE APPLE BOX AGENCY, CHERI AMOUR PHOTOGRAPHY, 1507 7TH STREET #388, SANTA MONICA, CA 90401. Full name of registrant(s) is (are) CHERI CLARK, 1507 7TH STREET #388, SANTA MONICA, CA 90401. This Business is conducted by: AN INDIVIDUAL. Signed: CANDACE CHERI CLARK. This statement was filed with the County Clerk of Los Angeles County on 09/07/2018. The registrant(s) has (have) commenced to transact business under the fictitious business name or names listed above on N/A. NOTICE- This Fictitious Name Statement expires five years from the date it was filed in the office of the County Clerk. A new Fictitious Business Name Statement must be filed prior to that date. The filing of this statement does not of itself authorize the use in this state of a Fictitious Business Name in violation of the rights of another under Federal, State, or common law (See section 14411 et seq., Business and Professions Code). Publish: Mountain Views News	[458, 1283, 680, 1460]
notice-publication-dates: Dates Pub: SEPT 22, 29, OCT 06, 13, 2018	[232, 1265, 383, 1276]
notice-heading: FICTITIOUS BUSINESS NAME STATEMENT FILE NO. 2018-228390	[6, 682, 227, 702]
notice-heading: FILE NO. 2018235185 STATEMENT OF ABANDONMENT OF USE OF FICTITIOUS BUSINESS NAME	[458, 1920, 680, 1950]
notice-publication-dates: Sept. 22, 29, Oct. 6, and 13, 2018	[685, 604, 801, 614]
notice-heading: FICTITIOUS BUSINESS NAME STATEMENT FILE NO. 2018-221246	[1137, 821, 1358, 841]
notice-heading: FICTITIOUS BUSINESS NAME STATEMENT FILE NO. 20182335396	[911, 867, 1132, 887]
notice-body: The following person(s) is (are) doing business as: CALIFORNIA CYCLE SPORT, 4515 CANNON ST, SEAL BEACH, CA 90806. Full name of registrant(s) is (are) JEREMIAH PAUL PLUMMER, 6444 E SPRING ST #382, LONG BEACH, CA 90815. This Business is conducted by: A CORPORATION. Signed: JEREMIAH PAUL PLUMMER. This statement was filed with the County Clerk of Los Angeles County on 09/06/2018. Publish: Mountain Views News	[1137, 485, 1358, 565]
legal-notice	[232, 1283, 453, 1479]
notice-publication-dates: Dates Pub: SEPT 22, 29, OCT 06, 13, 2018	[1137, 804, 1287, 815]
notice-heading: FICTITIOUS BUSINESS NAME STATEMENT FILE NO. 2018-230434	[458, 682, 680, 702]
notice-publication-dates: Dates Pub: SEPT 22, 29, OCT 06, 13, 2018	[1137, 918, 1287, 929]
notice-body: The following person(s) is (are) doing business as: NATURE NAILS SALON, 11061 LAMBERT DR, WHITTIER, CA 90605. Full name of registrant(s) is (are) TAM ELIZABETH HOANG, 415 W VICTORY DR, ANAHEIM, CA 92801. This Business is conducted by: AN INDIVIDUAL. Signed: TAM ELIZABETH HOANG. This statement was filed with the County Clerk of Los Angeles County on 09/05/2018. Publish: Mountain Views News	[1137, 840, 1358, 919]
legal-notice	[912, 503, 1132, 611]
notice-column	[912, 62, 1132, 2547]
notice-column	[685, 62, 906, 2547]
notice-body: The following person(s) is (are) doing business as: J&JT TEXTILES, 1415 E 16TH ST, LOS ANGELES, CA 90021. Full name of registrant(s) is (are) JOSE ANTONIO TEJADA, 1415 E 16TH ST, LOS ANGELES, CA 90021. This Business is conducted by: AN INDIVIDUAL. Signed: JOSE ANTONIO TEJADA. This statement was filed with the County Clerk of Los Angeles County on 09/06/2018. Publish: Mountain Views News	[1137, 726, 1358, 805]
legal-notice	[685, 785, 906, 922]
legal-notice	[685, 1553, 906, 1641]
legal-notice	[6, 1903, 227, 2109]
legal-notice	[1137, 1166, 1358, 1275]
notice-column	[1137, 62, 1358, 2547]
notice-publication-dates: Sept. 22, 29, Oct. 6, and 13, 2018	[911, 120, 1027, 131]
notice-publication-dates: Sept. 22, 29, Oct. 6, and 13, 2018	[685, 1046, 801, 1057]
notice-heading: FICTITIOUS BUSINESS NAME STATEMENT FILE NO. 20182351000	[685, 292, 906, 312]
notice-body: The following person(s) is (are) doing business as: CLIMATE CARE PLUMBING, 2078 WOLLAM STREET, LOS ANGELES, CA 90065. Full name of registrant(s) is (are) CLIMATE CARE PLUMBING, 2078 WOLLAM ST, LOS ANGELES, CA 90065. This Business is conducted by: A LIMITED LIABILITY COMPANY. Signed: SEAN ALEXANDER VILLAVERDE. This statement was filed with the County Clerk of Los Angeles County on 09/10/2018. The registrant(s) has (have) commenced to transact business under the fictitious business name or names listed above on N/A. NOTICE- This Fictitious Name Statement expires five years from the date it was filed in the office of the County Clerk. A new Fictitious Business Name Statement must be filed prior to that date. The filing of this statement does not of itself authorize the use in this state of a Fictitious Business Name in violation of the rights of another under Federal, State, or common law (See section 14411 et seq., Business and Professions Code). Publish: Mountain Views News	[6, 701, 227, 880]
notice-publication-dates: Sept. 22, 29, Oct. 6, and 13, 2018	[911, 1100, 1027, 1110]
notice-heading: FICTITIOUS BUSINESS NAME STATEMENT FILE NO. 20182353946	[685, 1063, 906, 1084]
legal-notice	[912, 138, 1132, 265]
notice-heading: FICTITIOUS BUSINESS NAME STATEMENT FILE NO. 2018-227105	[6, 1292, 227, 1313]
notice-heading: FICTITIOUS BUSINESS NAME STATEMENT FILE NO. 20182353573	[685, 1438, 906, 1458]
notice-publication-dates: Dates Pub: SEPT 22, 29, OCT 06, 13, 2018	[6, 1886, 156, 1897]
notice-heading: FICTITIOUS BUSINESS NAME STATEMENT FILE NO. 2018-231212	[232, 1690, 453, 1710]
notice-body: of Los Angeles on 09/19/2018. The business was conducted by: AN INDIVIDUAL. I declare that all information in this statement is true and correct. (A registrant who declares as true information which he or she knows to be false, is guilty of a crime.) SIGNED: LILY SYVOUS, Owner. Publish: ES Mountain Views News	[685, 62, 906, 121]
paper-name-and-date: Mountain Views-News Saturday, September 22, 2018	[8, 34, 393, 50]
notice-body: The following person(s) is (are) doing business as: AAA FOOD SAFETY CERTIFICATION, 1239 GRANDVIEW AVE, GLENDALE, CA 91202. Full name of registrant(s) is (are) RICHARD KLEINE, 1239 GRANDVIEW AVE, GLENDALE, CA 91202. This Business is conducted by: AN INDIVIDUAL. Signed: Richard Kleine, Owner. This statement was filed with the County Clerk of Los Angeles County on 09/14/2018. The registrant(s) has (have) commenced to transact business under the fictitious business name or names listed above on N/A. NOTICE- This Fictitious Name Statement expires five years from the date it was filed in the office of the County Clerk. Publish: ES Mountain Views News	[685, 157, 906, 276]
notice-heading: FICTITIOUS BUSINESS NAME STATEMENT FILE NO. 2018-230185	[232, 1903, 453, 1923]
notice-heading: FICTITIOUS BUSINESS NAME STATEMENT FILE NO. 20182340176	[911, 992, 1132, 1012]
notice-heading: FICTITIOUS BUSINESS NAME STATEMENT FILE NO. 20182348303	[685, 137, 906, 158]
legal-notice	[685, 1323, 906, 1432]
notice-heading: FICTITIOUS BUSINESS NAME STATEMENT FILE NO. 2018-228696	[458, 62, 680, 82]
notice-body: The following person(s) is (are) doing business as: TORIAL, 169 W 91ST ST, LOS ANGELES, CA 90003. Full name of registrant(s) is (are) MARILYNN MARQUEZ, 169 W 91ST ST, LOS ANGELES, CA 90003; MARIA MARQUEZ, 1169 FOREST ST, INGLEWOOD, CA 90302. This Business is conducted by: A GENERAL PARTNERSHIP. Signed: MARILYNN MARQUEZ. This statement was filed with the County Clerk of Los Angeles County on 09/06/2018. Publish: Mountain Views News	[1137, 601, 1358, 690]
notice-publication-dates: Dates Pub: SEPT 22, 29, OCT 06, 13, 2018	[232, 1672, 383, 1683]
notice-body: The following person(s) has abandoned the use of the fictitious business name: BOWLING ANGELS, 10000 GARNISH DR, DOWNEY, CA 90241. The fictitious business name referred to above was filed on 05/16/2018, in the County of Los Angeles. Full name of registrant(s) is (are) BOWLING ANGELS, 10000 GARNISH DR, DOWNEY, CA 90241. This business was conducted by: A CORPORATION. This statement was filed with the County Clerk of Los Angeles County on 09/13/2018. Publish: Mountain Views News	[458, 1815, 680, 1904]
notice-publication-dates: Sept. 22, 29, Oct. 6, and 13, 2018	[911, 370, 1027, 381]
legal-notice	[6, 469, 227, 675]
notice-body: The following person(s) is (are) doing business as: AMORCIS SEVENTY, 11557 W 6TH ST UNIT 105, LOS ANGELES, CA 90017. Full name of registrant(s) is (are) DAVID I MONROY, 11557 W 6TH ST UNIT 105, LOS ANGELES, CA 90017. This Business is conducted by: AN INDIVIDUAL. Signed: David I Monroy, Owner. This statement was filed with the County Clerk of Los Angeles County on 09/14/2018. The registrant(s) has (have) commenced to transact business under the fictitious business name or names listed above on N/A. Publish: ES Mountain Views News	[911, 157, 1132, 256]
notice-heading: FICTITIOUS BUSINESS NAME STATEMENT FILE NO. 2018-229807	[6, 469, 227, 489]
notice-body: The following person(s) is (are) doing business as: GAME DESIGN NETWORK, 2680 N DICE AVE, UNIT 7, FULLERTON, CA 92831. Full name of registrant(s) is (are) PHILIP ALLEN DANDROW, 2680 N DICE AVE, UNIT 7, FULLERTON, CA 92831. This Business is conducted by: AN INDIVIDUAL. Signed: Philip Allen Dandrow, Owner. This statement was filed with the County Clerk of Los Angeles County on 09/14/2018. The registrant(s) has (have) commenced to transact business under the fictitious business name or names listed above on 02/2010. NOTICE- This Fictitious Name Statement expires five years from the date it was filed in the office of the County Clerk. A new Fictitious Business Name Statement must be filed prior to that date. Publish: ES Mountain Views News	[685, 311, 906, 450]
notice-publication-dates: Dates Pub: SEPT 22, 29, OCT 06, 13, 2018	[232, 2090, 383, 2100]
legal-notice	[912, 388, 1132, 496]
legal-notice	[458, 885, 679, 1082]
legal-notice	[1137, 1051, 1358, 1160]
legal-notice	[1137, 466, 1358, 574]
notice-body: The following person(s) is (are) doing business as: PACTRACK, INC, 1610 BEVERLY BLVD #2, LOS ANGELES, CA 90026. Full name of registrant(s) is (are) PACTRACK, INC, 1610 BEVERLY BLVD #2, LOS ANGELES, CA 90026. This Business is conducted by: A CORPORATION. Signed: RAUL MICHEL VIDAL. This statement was filed with the County Clerk of Los Angeles County on 09/11/2018. The registrant(s) has (have) commenced to transact business under the fictitious business name or names listed above on N/A. NOTICE- This Fictitious Name Statement expires five years from the date it was filed in the office of the County Clerk. A new Fictitious Business Name Statement must be filed prior to that date. The filing of this statement does not of itself authorize the use in this state of a Fictitious Business Name in violation of the rights of another under Federal, State, or common law (See section 14411 et seq., Business and Professions Code). Publish: Mountain Views News	[232, 1922, 453, 2090]
legal-notice	[6, 1292, 227, 1489]
legal-notice	[912, 742, 1132, 860]
notice-body: HIGH SOCIETY APPAREL, 1753 E OLYMPIC BLVD STE 372, LOS ANGELES, CA 90021. Full name of registrant(s) is (are) REYNALDO RAMIREZ, 1480 CALLE RICO CT, ONTARIO, CA 91764. This Business is conducted by: AN INDIVIDUAL. Signed: REYNALDO RAMIREZ. This statement was filed with the County Clerk of Los Angeles County on 09/13/2018. The registrant(s) has (have) commenced to transact business under the fictitious business name or names listed above on N/A. NOTICE- This Fictitious Name Statement expires five years from the date it was filed in the office of the County Clerk. A new Fictitious Business Name Statement must be filed prior to that date. The filing of this statement does not of itself authorize the use in this state of a Fictitious Business Name in violation of the rights of another under Federal, State, or common law (See section 14411 et seq., Business and Professions Code). Publish: Mountain Views News	[232, 62, 453, 220]
notice-body: The following person(s) is (are) doing business as: CALEDONIA DIGITAL SERVICES, 91344 FULL SIZE SPA ROAD, GRANADA HILLS, CA 91344. Full name of registrant(s) is (are) NO LIMIT CAR CORPORATION, 11455 HILLSVIEW ST, GRANADA HILLS, CA 91344. This Business is conducted by: A CORPORATION. Signed: Abdelmonem Boulahia, President. This statement was filed with the County Clerk of Los Angeles County on 09/14/2018. Publish: ES Mountain Views News	[911, 886, 1132, 976]
notice-heading: FICTITIOUS BUSINESS NAME STATEMENT FILE NO. 2018-225864	[1137, 1281, 1358, 1301]
notice-column	[458, 62, 679, 2547]
legal-notice	[1137, 322, 1358, 459]
notice-body: has (have) commenced to transact business under the fictitious business name or names listed above on N/A. NOTICE- This Fictitious Name Statement expires five years from the date it was filed in the office of the County Clerk. A new Fictitious Business Name Statement must be filed prior to that date. Publish: ES Mountain Views News	[911, 62, 1132, 121]
notice-publication-dates: Sept. 22, 29, Oct. 6, and 13, 2018	[911, 851, 1027, 860]
notice-publication-dates: Dates Pub: SEPT 22, 29, OCT 06, 13, 2018	[6, 248, 156, 259]
legal-notice	[1137, 167, 1358, 314]
notice-heading: FICTITIOUS BUSINESS NAME STATEMENT FILE NO. 2018-225792	[1137, 1165, 1358, 1186]
notice-body: The following person(s) is (are) doing business as: MEZA'S BARBER SHOP, 5613 10TH ST, LONG BEACH, CA 90805. Full name of registrant(s) is (are) MARTIN LEDESMA, 5613 10TH ST, LONG BEACH, CA 90805. This Business is conducted by: AN INDIVIDUAL. Signed: MARTIN LEDESMA. This statement was filed with the County Clerk of Los Angeles County on 09/12/2018. The registrant(s) has (have) commenced to transact business under the fictitious business name or names listed above on N/A. NOTICE- This Fictitious Name Statement expires five years from the date it was filed in the office of the County Clerk. Publish: Mountain Views News	[1137, 186, 1358, 305]
notice-heading: FICTITIOUS BUSINESS NAME STATEMENT FILE NO. 20182353750	[911, 617, 1132, 637]
legal-notice	[232, 1690, 453, 1896]
notice-publication-dates: Dates Pub: SEPT 22, 29, OCT 06, 13, 2018	[458, 1768, 608, 1779]
notice-body: The following person(s) is (are) doing business as: SANTOS BODY REPAIR, 1215 W 150TH ST, COMPTON, CA 90222. Full name of registrant(s) is (are) SANTOS MARCIAL, 1215 W 150TH ST, COMPTON, CA 90222. This Business is conducted by: AN INDIVIDUAL. Signed: SANTOS MARCIAL. This statement was filed with the County Clerk of Los Angeles County on 09/07/2018. The registrant(s) has (have) commenced to transact business under the fictitious business name or names listed above on 05/2007. NOTICE- This Fictitious Name Statement expires five years from the date it was filed in the office of the County Clerk. A new Fictitious Business Name Statement must be filed prior to that date. The filing of this statement does not of itself authorize the use in this state of a Fictitious Business Name in violation of the rights of another under Federal, State, or common law (See section 14411 et seq., Business and Professions Code). Publish: Mountain Views News	[458, 905, 680, 1073]
notice-publication-dates: Dates Pub: SEPT 22, 29, OCT 06, 13, 2018	[1137, 1149, 1287, 1160]
notice-publication-dates: Dates Pub: SEPT 22, 29, OCT 06, 13, 2018	[232, 626, 383, 636]
notice-body: The following person(s) is (are) doing business as: MAMAS COFFEE, 1616 AVALON BLVD, WILMINGTON, CA 90744. Full name of registrant(s) is (are) DINORAH MENDOZA DE DOMINGUEZ, 1616 AVALON BLVD, WILMINGTON, CA 90744. This Business is conducted by: AN INDIVIDUAL. Signed: DINORAH MENDOZA DE DOMINGUEZ. This statement was filed with the County Clerk of Los Angeles County on 09/13/2018. The registrant(s) has (have) commenced to transact business under the fictitious business name or names listed above on N/A. NOTICE- This Fictitious Name Statement expires five years from the date it was filed in the office of the County Clerk. A new Fictitious Business Name Statement must be filed prior to that date. The filing of this statement does not of itself authorize the use in this state of a Fictitious Business Name in violation of the rights of another under Federal, State, or common law (See section 14411 et seq., Business and Professions Code). Publish: Mountain Views News	[232, 1505, 453, 1673]
legal-notice	[458, 1263, 679, 1470]
notice-heading: FILE NO. 2018-233117 STATEMENT OF ABANDONMENT OF USE OF FICTITIOUS BUSINESS NAME	[458, 1785, 680, 1816]
legal-notice	[685, 1198, 906, 1317]
notice-publication-dates: Dates Pub: SEPT 22, 29, OCT 06, 13, 2018	[1137, 304, 1287, 315]
notice-body: The following person(s) is (are) doing business as: BLAQ PEARL EXTENSIONS, BLAQ PEARL TRANSPORTATION, 1469 W 35TH PL APT 2, LOS ANGELES, CA 90018. Full name of registrant(s) is (are) LUCRESIA ALVAREZ, 1469 W 35TH PL APT 2, LOS ANGELES, CA 90018. This Business is conducted by: AN INDIVIDUAL. Signed: LUCRESIA ALVAREZ. This statement was filed with the County Clerk of Los Angeles County on 09/10/2018. The registrant(s) has (have) commenced to transact business under the fictitious business name or names listed above on 09/2018. NOTICE- This Fictitious Name Statement expires five years from the date it was filed in the office of the County Clerk. A new Fictitious Business Name Statement must be filed prior to that date. The filing of this statement does not of itself authorize the use in this state of a Fictitious Business Name in violation of the rights of another under Federal, State, or common law (See section 14411 et seq., Business and Professions Code). Publish: Mountain Views News	[6, 488, 227, 666]
notice-body: The following person(s) is (are) doing business as: LA MICHOACANA BOYLE HEIGHTS, 2336 E CESAR E CHAVEZ AVENUE, LOS ANGELES, CA 90033. Full name of registrant(s) is (are) JOSUE PIZANO, 2336 E CESAR E CHAVEZ AVENUE, LOS ANGELES, CA 90033; SONIA PIZANO, 2336 E CESAR E CHAVEZ AVENUE, LOS ANGELES, CA 90033. This Business is conducted by: A GENERAL PARTNERSHIP. Signed: JOSUE PIZANO. This statement was filed with the County Clerk of Los Angeles County on 09/13/2018. The registrant(s) has (have) commenced to transact business under the fictitious business name or names listed above on N/A. NOTICE- This Fictitious Name Statement expires five years from the date it was filed in the office of the County Clerk. A new Fictitious Business Name Statement must be filed prior to that date. The filing of this statement does not of itself authorize the use in this state of a Fictitious Business Name in violation of the rights of another under Federal, State, or common law (See section 14411 et seq., Business and Professions Code). Publish: Mountain Views News	[232, 1079, 453, 1266]
notice-publication-dates: Dates Pub: SEPT 22, 29, OCT 06, 13, 2018	[232, 829, 383, 840]
legal-notice	[458, 1476, 679, 1624]
notice-publication-dates: Dates Pub: SEPT 22, 29, OCT 06, 13, 2018	[458, 666, 608, 676]
notice-body: The following person(s) is (are) doing business as: SALVADOR TRAVEL SERVICES, 11181 MANCHESTER AVE, INGLEWOOD, CA 90303. Full name of registrant(s) is (are) FREDDIE BACON, 11181 MANCHESTER AVE, INGLEWOOD, CA 90303. This Business is conducted by: AN INDIVIDUAL. Signed: FREDDIE BACON. This statement was filed with the County Clerk of Los Angeles County on 09/11/2018. The registrant(s) has (have) commenced to transact business under the fictitious business name or names listed above on N/A. NOTICE- This Fictitious Name Statement expires five years from the date it was filed in the office of the County Clerk. A new Fictitious Business Name Statement must be filed prior to that date. The filing of this statement does not of itself authorize the use in this state of a Fictitious Business Name in violation of the rights of another under Federal, State, or common law (See section 14411 et seq., Business and Professions Code). Publish: Mountain Views News	[458, 701, 680, 869]
notice-body: The following person(s) is (are) doing business as: FAR WESTERN AUTO, 32 GREAT LANE, SAN PEDRO, CA 90732. Full name of registrant(s) is (are) CENTRAL EQUITY GROWTH COMPANY, 32 GREAT LANE, SAN PEDRO, CA 90732. This Business is conducted by: A CORPORATION. Signed: WILLIE HARRIS. This statement was filed with the County Clerk of Los Angeles County on 09/07/2018. The registrant(s) has (have) commenced to transact business under the fictitious business name or names listed above on N/A. NOTICE- This Fictitious Name Statement expires five years from the date it was filed in the office of the County Clerk. A new Fictitious Business Name Statement must be filed prior to that date. The filing of this statement does not of itself authorize the use in this state of a Fictitious Business Name in violation of the rights of another under Federal, State, or common law (See section 14411 et seq., Business and Professions Code). Publish: Mountain Views News	[6, 1515, 227, 1684]
notice-heading: FICTITIOUS BUSINESS NAME STATEMENT FILE NO. 2018-226750	[6, 1496, 227, 1516]
legal-notice	[685, 620, 906, 777]
notice-publication-dates: Dates Pub: SEPT 22, 29, OCT 06, 13, 2018	[458, 248, 608, 259]
notice-heading: FICTITIOUS BUSINESS NAME STATEMENT FILE NO. 2018-228530	[6, 62, 227, 82]
legal-notice	[232, 235, 453, 432]
notice-publication-dates: Dates Pub: SEPT 22, 29, OCT 06, 13, 2018	[458, 1903, 608, 1913]
notice-body: The following person(s) is (are) doing business as: TAYYEB SHAUKAT, 11255 PASEO DEL CIELO, PORTER RANCH, CA 91326. Full name of registrant(s) is (are) TAYYAB SHAIKH, 11255 PASEO DEL CIELO, PORTER RANCH, CA 91326. This Business is conducted by: AN INDIVIDUAL. Signed: Tayyab Shaikh, Owner. This statement was filed with the County Clerk of Los Angeles County on 09/12/2018. The registrant(s) has (have) commenced to transact business under the fictitious business name or names listed above on N/A. Publish: ES Mountain Views News	[685, 948, 906, 1047]
notice-body: The following person(s) is (are) doing business as: J & O BUILDING SERVICES, 11531 E 183 RD ST STE 201, CERRITOS, CA 90703. Full name of registrant(s) is (are) JOSE LUIS PENALILLO, 174 N RALPH RD, LAKE ELSINORE, CA 92530. This Business is conducted by: AN INDIVIDUAL. Signed: JOSE LUIS PENALILLO. This statement was filed with the County Clerk of Los Angeles County on 09/12/2018. The registrant(s) has (have) commenced to transact business under the fictitious business name or names listed above on N/A. NOTICE- This Fictitious Name Statement expires five years from the date it was filed in the office of the County Clerk. A new Fictitious Business Name Statement must be filed prior to that date. The filing of this statement does not of itself authorize the use in this state of a Fictitious Business Name in violation of the rights of another under Federal, State, or common law (See section 14411 et seq., Business and Professions Code). Publish: Mountain Views News	[232, 458, 453, 627]
notice-body: The following person(s) is (are) doing business as: SAM'S CUSTOM AND TOOLS CO., 131 W 77TH STREET LOFT 106, LOS ANGELES, CA 90004. Full name of registrant(s) is (are) ROGER MELGOZA, 131 W 77TH STREET LOFT 106, LOS ANGELES, CA 90004. This Business is conducted by: AN INDIVIDUAL. Signed: ROGER MELGOZA. This statement was filed with the County Clerk of Los Angeles County on 09/07/2018. The registrant(s) has (have) commenced to transact business under the fictitious business name or names listed above on N/A. NOTICE- This Fictitious Name Statement expires five years from the date it was filed in the office of the County Clerk. A new Fictitious Business Name Statement must be filed prior to that date. The filing of this statement does not of itself authorize the use in this state of a Fictitious Business Name in violation of the rights of another under Federal, State, or common law (See section 14411 et seq., Business and Professions Code). Publish: Mountain Views News	[458, 498, 680, 666]
notice-body: The following person(s) is (are) doing business as: PARKWAY ESCROW, A NON-DEPENDENT BROKER ESCROW, 23975 PARK SORRENTO SUITE 110, CALABASAS, CA 91302. Full name of registrant(s) is (are) LEGENDARY CALABASAS, INC, 23975 PARK SORRENTO SUITE 110, CALABASAS, CA 91302. This Business is conducted by: A CORPORATION. Signed: Lee Hershberger, President. This statement was filed with the County Clerk of Los Angeles County on 09/17/2018. Publish: ES Mountain Views News	[911, 636, 1132, 726]
notice-heading: FICTITIOUS BUSINESS NAME STATEMENT FILE NO. 20182355477	[911, 1231, 1132, 1252]
footer-paper-name: Mountain Views News	[10, 2557, 151, 2572]
notice-publication-dates: Dates Pub: SEPT 22, 29, OCT 06, 13, 2018	[458, 1459, 608, 1470]
legal-notice	[232, 2106, 453, 2263]
legal-notice	[232, 62, 453, 229]
notice-publication-dates: Dates Pub: SEPT 22, 29, OCT 06, 13, 2018	[6, 1072, 156, 1083]
footer-contact-info: 80 W Sierra Madre Blvd. No. 327 Sierra Madre, Ca. 91024 Office: 626.355.2737 Fax: 626.609.3285 Email: editor@mtnviewsnews.com	[170, 2557, 979, 2572]
notice-column	[232, 62, 453, 2547]
notice-heading: FICTITIOUS BUSINESS NAME STATEMENT FILE NO. 20182353190	[685, 1322, 906, 1344]
notice-publication-dates: Sept. 22, 29, Oct. 6, and 13, 2018	[911, 485, 1027, 496]
legal-notice	[232, 1486, 453, 1683]
notice-heading: FICTITIOUS BUSINESS NAME STATEMENT FILE NO. 20182349898	[685, 465, 906, 486]
notice-heading: FICTITIOUS BUSINESS NAME STATEMENT FILE NO. 2018-231199	[6, 265, 227, 286]
notice-heading: FICTITIOUS BUSINESS NAME STATEMENT FILE NO. 20182353600	[685, 1553, 906, 1573]
